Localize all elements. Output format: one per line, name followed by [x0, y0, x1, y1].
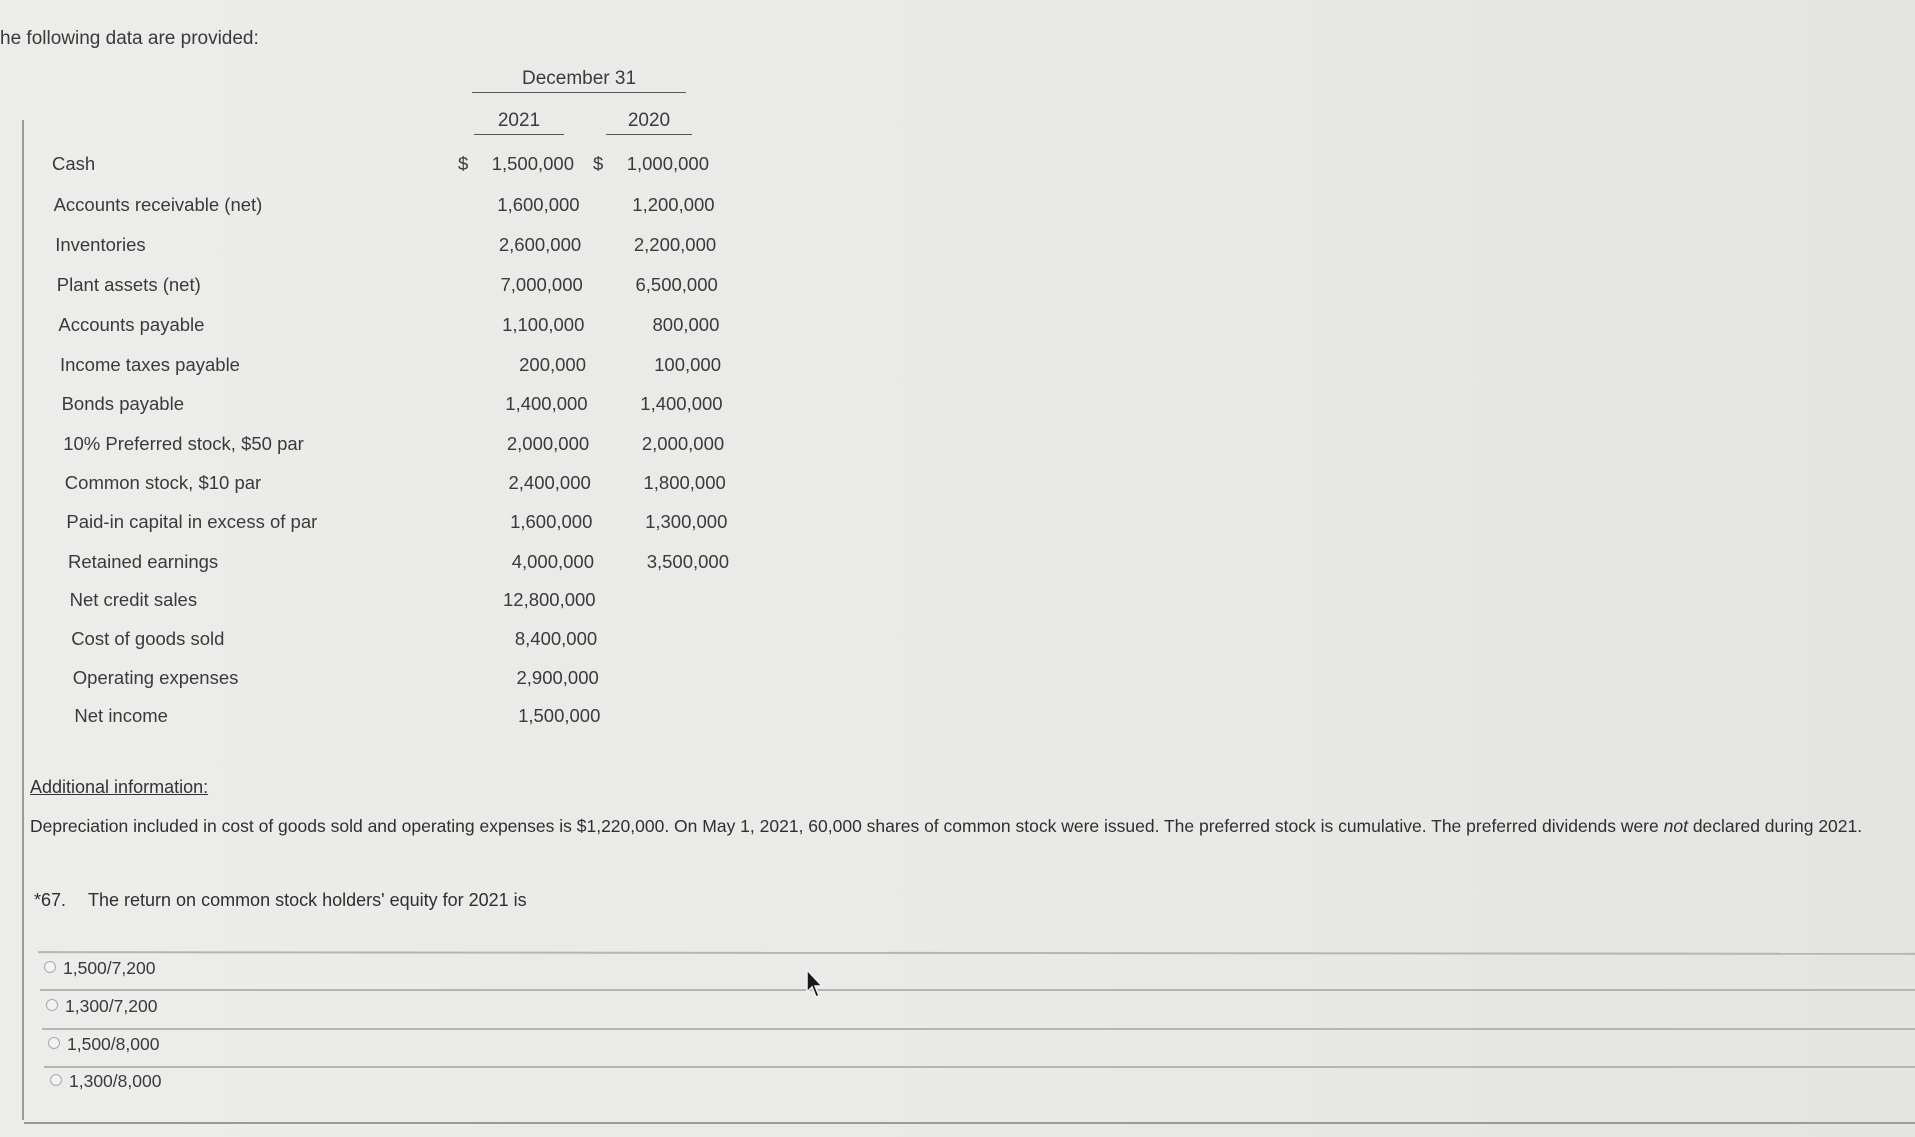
- option-divider: [44, 1066, 1915, 1068]
- radio-button[interactable]: [48, 1037, 60, 1049]
- bottom-border: [24, 1122, 1915, 1124]
- value-2021: 2,000,000: [506, 433, 590, 454]
- value-2020: 2,000,000: [641, 433, 725, 454]
- value-2020: 100,000: [654, 354, 721, 375]
- row-label: Plant assets (net): [56, 274, 201, 295]
- option-divider: [40, 989, 1915, 991]
- dollar-sign-2020: $: [593, 153, 604, 174]
- table-row: [71, 628, 771, 654]
- option-4[interactable]: [50, 1071, 161, 1092]
- row-label: Cash: [52, 153, 96, 174]
- value-2021: 1,600,000: [510, 511, 593, 532]
- table-row: [57, 274, 757, 300]
- period-header: December 31: [472, 68, 686, 93]
- table-row: [52, 153, 752, 179]
- value-2020: 800,000: [652, 314, 720, 335]
- value-2020: 1,400,000: [640, 393, 723, 414]
- radio-button[interactable]: [44, 961, 56, 973]
- value-2020: 1,000,000: [626, 153, 709, 174]
- question-number: *67.: [34, 890, 67, 910]
- question: [34, 890, 527, 911]
- left-border: [22, 120, 24, 1120]
- table-row: [55, 234, 755, 260]
- dollar-sign-2021: $: [458, 153, 469, 174]
- option-1[interactable]: [44, 958, 155, 979]
- option-label: 1,500/7,200: [63, 958, 156, 978]
- value-2021: 2,600,000: [498, 234, 582, 255]
- option-label: 1,500/8,000: [67, 1034, 160, 1054]
- value-2021: 2,400,000: [508, 472, 591, 493]
- option-label: 1,300/7,200: [65, 996, 158, 1016]
- option-2[interactable]: [46, 996, 157, 1017]
- value-2020: 6,500,000: [635, 274, 718, 295]
- option-label: 1,300/8,000: [69, 1071, 162, 1091]
- value-2020: 2,200,000: [633, 234, 717, 255]
- value-2021: 1,500,000: [518, 705, 601, 726]
- option-3[interactable]: [48, 1034, 159, 1055]
- row-label: Net credit sales: [69, 589, 198, 610]
- question-text: The return on common stock holders' equity for 2021 is: [88, 890, 527, 910]
- value-2021: 4,000,000: [511, 551, 594, 572]
- value-2021: 200,000: [519, 354, 586, 375]
- value-2020: 3,500,000: [646, 551, 729, 572]
- value-2020: 1,300,000: [645, 511, 728, 532]
- row-label: Bonds payable: [61, 393, 184, 414]
- table-row: [54, 194, 754, 220]
- option-divider: [42, 1028, 1915, 1030]
- table-row: [60, 354, 760, 380]
- mouse-cursor-icon: [805, 968, 827, 1000]
- table-row: [66, 511, 766, 537]
- table-row: [68, 551, 768, 577]
- row-label: Accounts receivable (net): [53, 194, 263, 215]
- additional-info-text: [30, 816, 1862, 837]
- value-2021: 8,400,000: [514, 628, 598, 649]
- radio-button[interactable]: [46, 999, 58, 1011]
- value-2021: 12,800,000: [503, 589, 596, 610]
- table-row: [63, 433, 763, 459]
- table-row: [74, 705, 774, 731]
- row-label: Cost of goods sold: [71, 628, 225, 649]
- row-label: Inventories: [55, 234, 146, 255]
- row-label: Common stock, $10 par: [64, 472, 262, 493]
- radio-button[interactable]: [50, 1074, 62, 1086]
- value-2021: 1,600,000: [497, 194, 580, 215]
- row-label: 10% Preferred stock, $50 par: [63, 433, 304, 454]
- row-label: Retained earnings: [68, 551, 219, 572]
- option-divider: [38, 951, 1915, 954]
- value-2021: 2,900,000: [516, 667, 599, 688]
- value-2021: 1,500,000: [491, 153, 574, 174]
- additional-info-text-part1: Depreciation included in cost of goods sold and operating expenses is $1,220,000. On May 1, 2021, 60,000 shares of common stock were issued. The preferred stock is cumulative. The preferred dividends were: [30, 816, 1664, 836]
- additional-info-text-part2: declared during 2021.: [1687, 816, 1863, 836]
- value-2020: 1,200,000: [632, 194, 715, 215]
- table-row: [73, 667, 773, 693]
- row-label: Paid-in capital in excess of par: [66, 511, 318, 532]
- table-row: [70, 589, 770, 615]
- additional-info-title: Additional information:: [30, 777, 209, 797]
- year-header-2021: 2021: [474, 110, 564, 135]
- value-2021: 1,100,000: [502, 314, 585, 335]
- table-row: [65, 472, 765, 498]
- row-label: Net income: [74, 705, 168, 726]
- row-label: Income taxes payable: [60, 354, 240, 375]
- additional-info-emphasis: not: [1663, 816, 1688, 836]
- table-row: [58, 314, 758, 340]
- row-label: Accounts payable: [58, 314, 205, 335]
- value-2020: 1,800,000: [643, 472, 726, 493]
- row-label: Operating expenses: [72, 667, 239, 688]
- value-2021: 7,000,000: [500, 274, 583, 295]
- value-2021: 1,400,000: [505, 393, 588, 414]
- intro-text: he following data are provided:: [0, 28, 259, 49]
- table-row: [62, 393, 762, 419]
- year-header-2020: 2020: [606, 110, 692, 135]
